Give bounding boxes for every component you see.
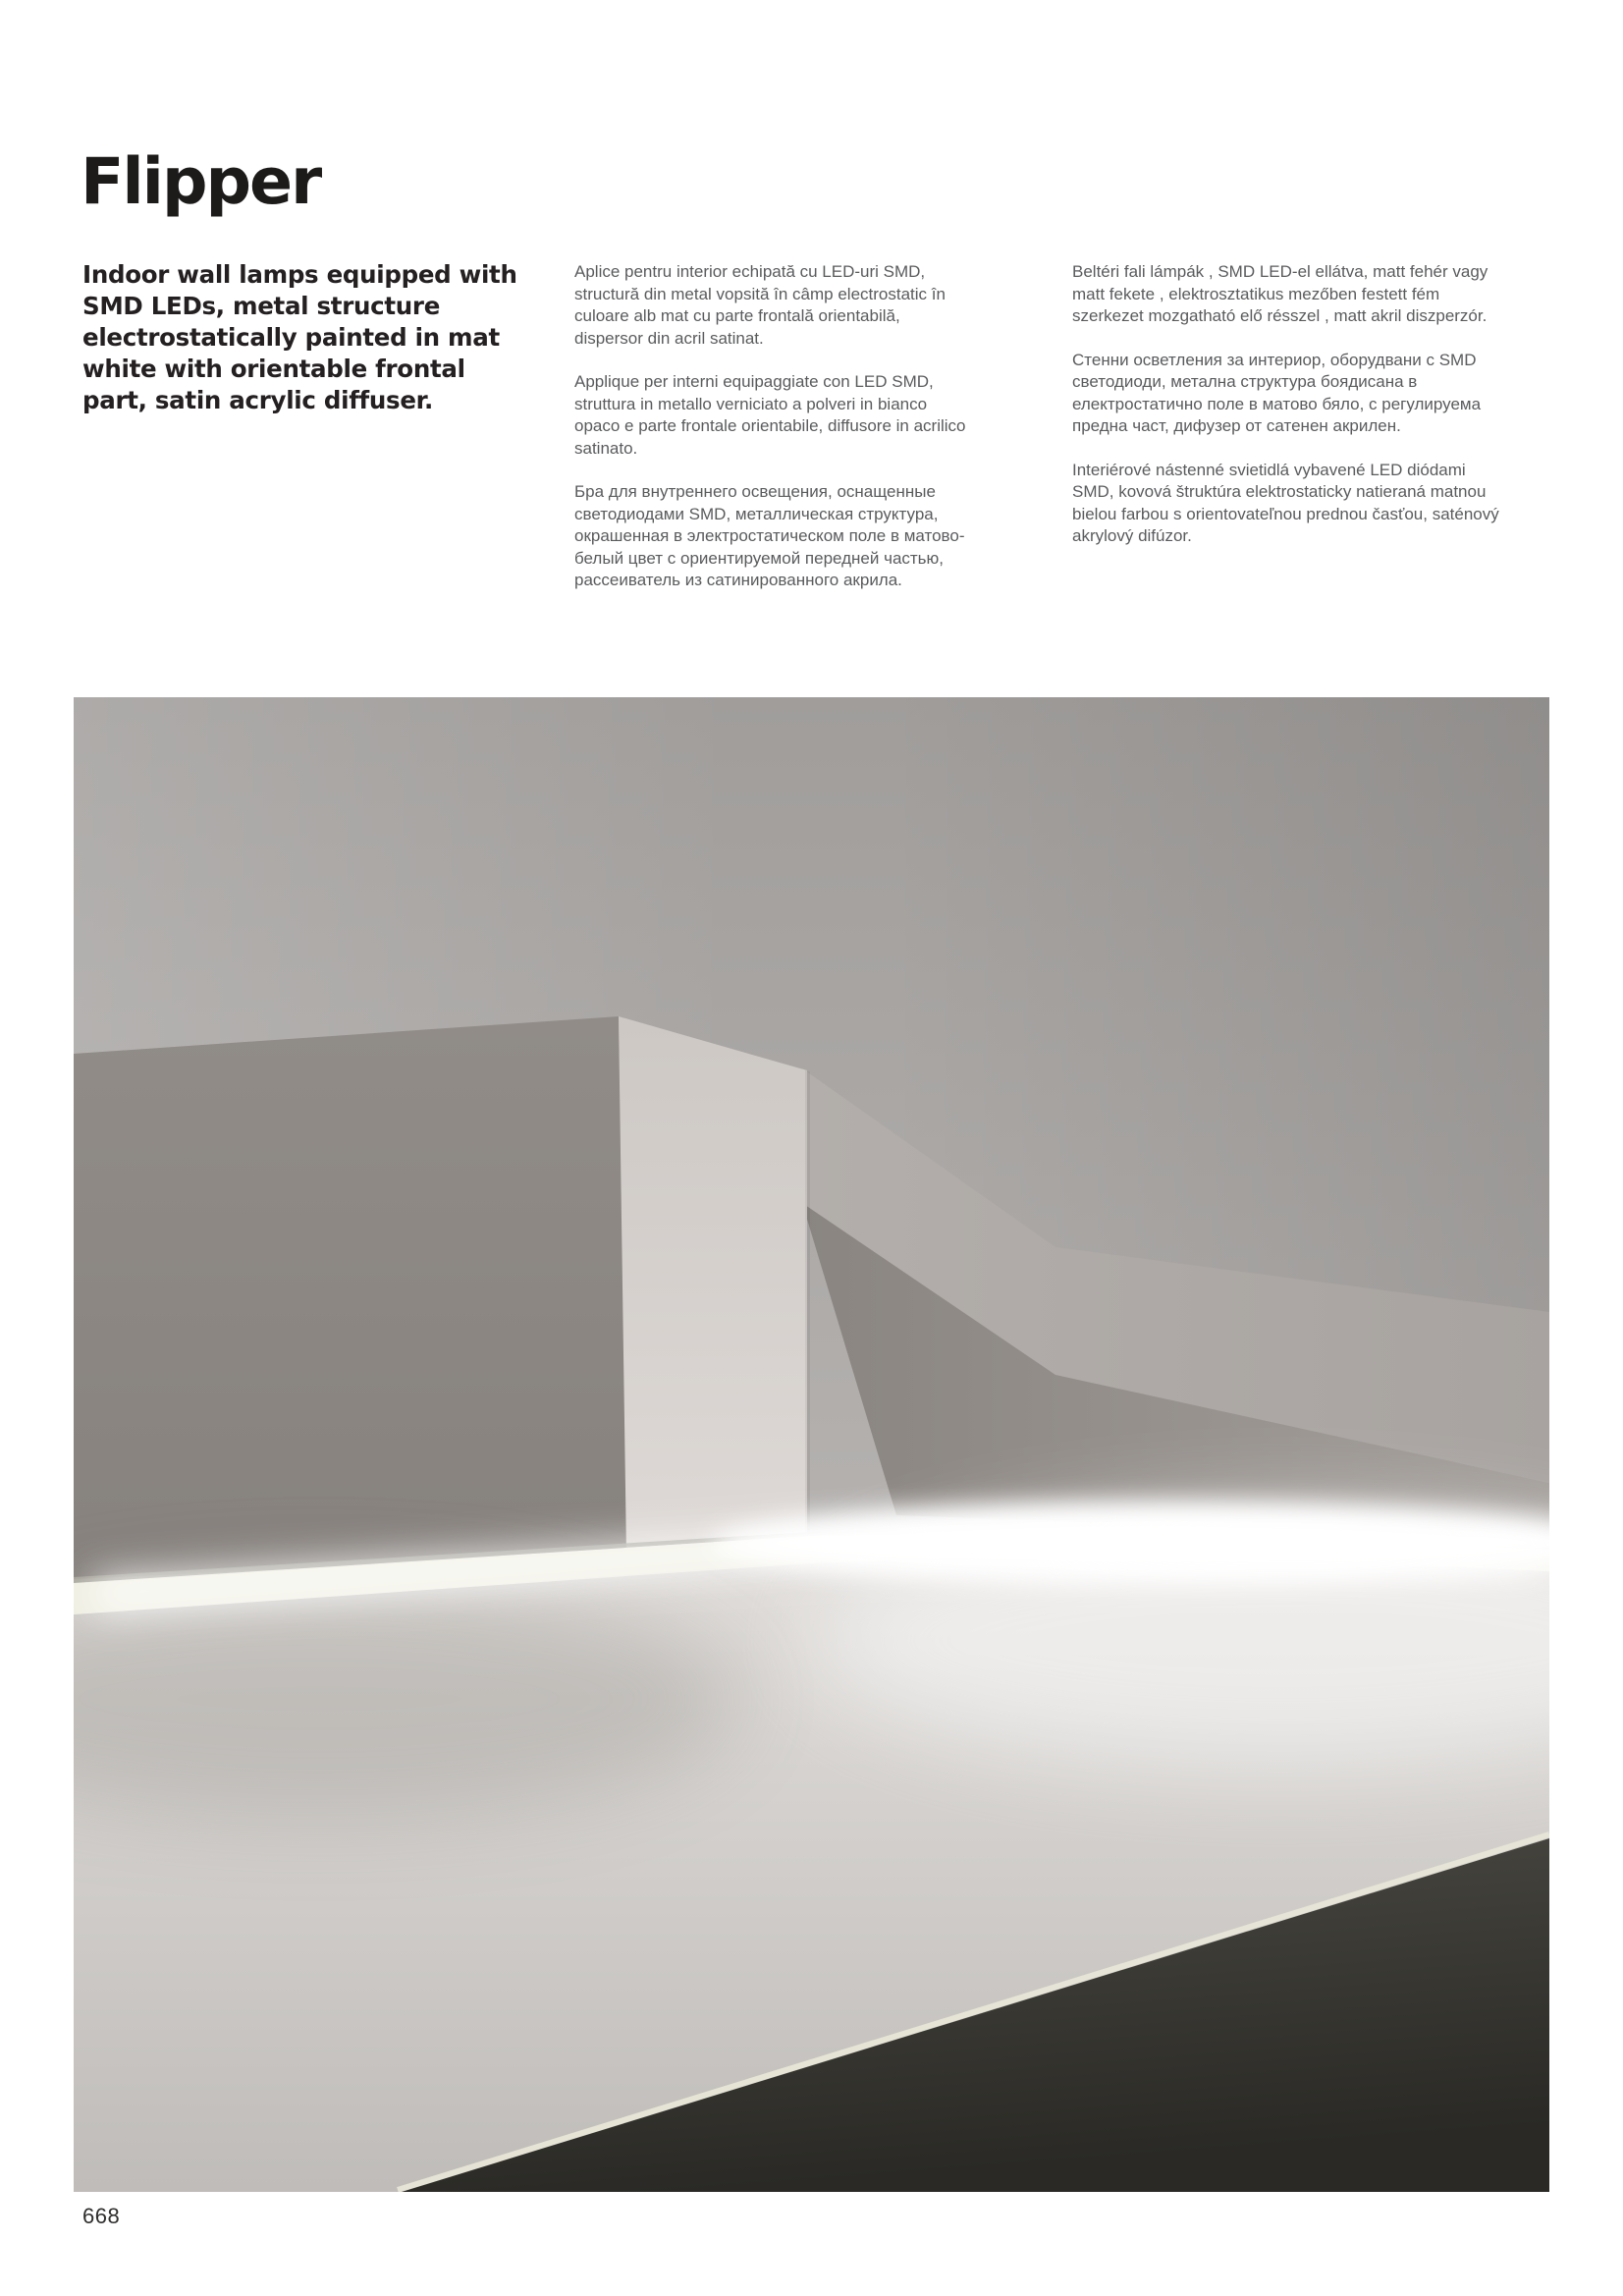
description-hungarian: Beltéri fali lámpák , SMD LED-el ellátva, matt fehér vagy matt fekete , elektrosztatikus mezőben festett fém szerkezet mozgatható elő résszel , matt akril diszperzór. [1072,262,1488,325]
description-russian: Бра для внутреннего освещения, оснащенные светодиодами SMD, металлическая структура, окрашенная в электростатическом поле в матово-белый цвет с ориентируемой передней частью, рассеиватель из сатинированного акрила. [574,482,965,589]
product-photo [74,697,1549,2192]
page-number: 668 [82,2204,121,2228]
description-romanian: Aplice pentru interior echipată cu LED-uri SMD, structură din metal vopsită în câmp electrostatic în culoare alb mat cu parte frontală orientabilă, dispersor din acril satinat. [574,262,946,348]
descriptions-column-middle [574,261,971,614]
descriptions-column-right [1072,261,1508,570]
description-italian: Applique per interni equipaggiate con LED SMD, struttura in metallo verniciato a polveri in bianco opaco e parte frontale orientabile, diffusore in acrilico satinato. [574,372,966,458]
page-title: Flipper [81,144,321,219]
lamp-body-front-face [619,1016,807,1556]
description-english: Indoor wall lamps equipped with SMD LEDs, metal structure electrostatically painted in mat white with orientable frontal part, satin acrylic diffuser. [82,260,517,414]
lamp-body-side-face [74,1016,628,1579]
description-slovak: Interiérové nástenné svietidlá vybavené LED diódami SMD, kovová štruktúra elektrostaticky natieraná matnou bielou farbou s orientovateľnou prednou časťou, saténový akrylový difúzor. [1072,460,1499,545]
description-bulgarian: Стенни осветления за интериор, оборудвани с SMD светодиоди, метална структура боядисана в електростатично поле в матово бяло, с регулируема предна част, дифузер от сатенен акрилен. [1072,350,1482,435]
